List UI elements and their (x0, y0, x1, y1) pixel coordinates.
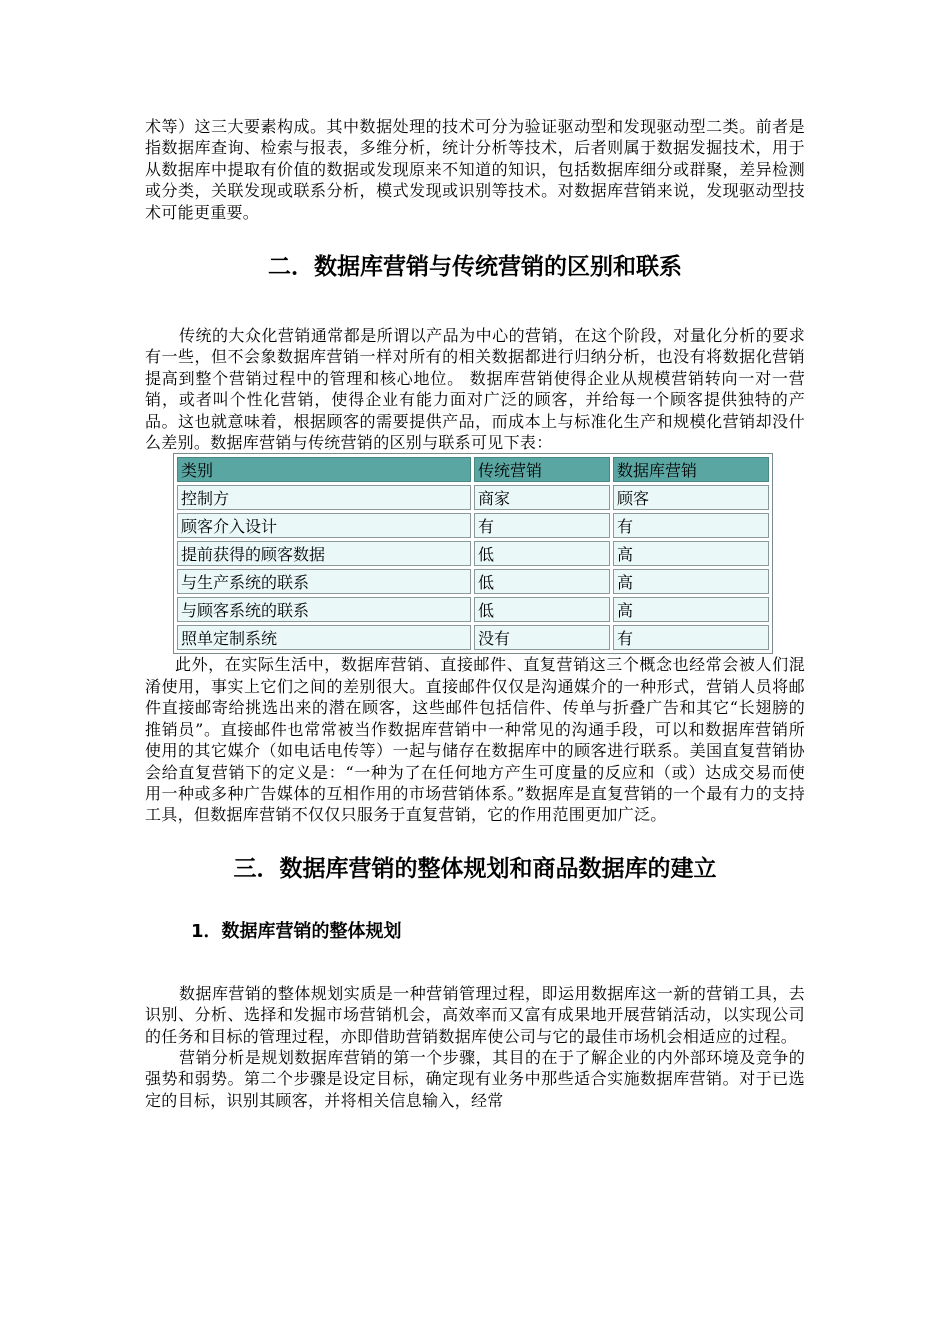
table-row (177, 597, 769, 622)
table-row (177, 485, 769, 510)
section2-paragraph-1: 传统的大众化营销通常都是所谓以产品为中心的营销，在这个阶段，对量化分析的要求有一些，但不会象数据库营销一样对所有的相关数据都进行归纳分析，也没有将数据化营销提高到整个营销过程中的管理和核心地位。 数据库营销使得企业从规模营销转向一对一营销，或者叫个性化营销，使得企业有能力面对广泛的顾客，并给每一个顾客提供独特的产品。这也就意味着，根据顾客的需要提供产品，而成本上与标准化生产和规模化营销却没什么差别。数据库营销与传统营销的区别与联系可见下表： (145, 326, 805, 453)
section3-paragraph-2: 营销分析是规划数据库营销的第一个步骤，其目的在于了解企业的内外部环境及竞争的强势和弱势。第二个步骤是设定目标，确定现有业务中那些适合实施数据库营销。对于已选定的目标，识别其顾客，并将相关信息输入，经常 (145, 1047, 805, 1110)
table-cell: 高 (613, 597, 769, 622)
section2-heading: 二．数据库营销与传统营销的区别和联系 (268, 254, 682, 281)
table-cell: 照单定制系统 (177, 625, 471, 650)
table-cell: 低 (474, 597, 610, 622)
table-header-cell: 类别 (177, 457, 471, 482)
section3-subheading: 1．数据库营销的整体规划 (191, 920, 402, 942)
comparison-table (173, 453, 773, 654)
section3-paragraph-1: 数据库营销的整体规划实质是一种营销管理过程，即运用数据库这一新的营销工具，去识别、分析、选择和发掘市场营销机会，高效率而又富有成果地开展营销活动，以实现公司的任务和目标的管理过程，亦即借助营销数据库使公司与它的最佳市场机会相适应的过程。 (145, 983, 805, 1046)
section3-heading: 三．数据库营销的整体规划和商品数据库的建立 (233, 855, 717, 882)
table-cell: 有 (474, 513, 610, 538)
table-header-row (177, 457, 769, 482)
table-cell: 低 (474, 569, 610, 594)
table-cell: 有 (613, 513, 769, 538)
table-cell: 没有 (474, 625, 610, 650)
table-header-cell: 数据库营销 (613, 457, 769, 482)
table-row (177, 625, 769, 650)
table-cell: 与生产系统的联系 (177, 569, 471, 594)
document-page (145, 116, 805, 1111)
table-cell: 提前获得的顾客数据 (177, 541, 471, 566)
table-cell: 与顾客系统的联系 (177, 597, 471, 622)
section2-paragraph-2: 此外，在实际生活中，数据库营销、直接邮件、直复营销这三个概念也经常会被人们混淆使用，事实上它们之间的差别很大。直接邮件仅仅是沟通媒介的一种形式，营销人员将邮件直接邮寄给挑选出来的潜在顾客，这些邮件包括信件、传单与折叠广告和其它“长翅膀的推销员”。直接邮件也常常被当作数据库营销中一种常见的沟通手段，可以和数据库营销所使用的其它媒介（如电话电传等）一起与储存在数据库中的顾客进行联系。美国直复营销协会给直复营销下的定义是：“一种为了在任何地方产生可度量的反应和（或）达成交易而使用一种或多种广告媒体的互相作用的市场营销体系。”数据库是直复营销的一个最有力的支持工具，但数据库营销不仅仅只服务于直复营销，它的作用范围更加广泛。 (145, 655, 805, 825)
table-cell: 高 (613, 541, 769, 566)
table-cell: 商家 (474, 485, 610, 510)
table-cell: 低 (474, 541, 610, 566)
table-header-cell: 传统营销 (474, 457, 610, 482)
table-cell: 控制方 (177, 485, 471, 510)
table-row (177, 513, 769, 538)
table-cell: 有 (613, 625, 769, 650)
table-cell: 顾客介入设计 (177, 513, 471, 538)
table-cell: 高 (613, 569, 769, 594)
table-cell: 顾客 (613, 485, 769, 510)
intro-paragraph: 术等）这三大要素构成。其中数据处理的技术可分为验证驱动型和发现驱动型二类。前者是指数据库查询、检索与报表，多维分析，统计分析等技术，后者则属于数据发掘技术，用于从数据库中提取有价值的数据或发现原来不知道的知识，包括数据库细分或群聚，差异检测或分类，关联发现或联系分析，模式发现或识别等技术。对数据库营销来说，发现驱动型技术可能更重要。 (145, 117, 805, 222)
table-row (177, 569, 769, 594)
table-row (177, 541, 769, 566)
